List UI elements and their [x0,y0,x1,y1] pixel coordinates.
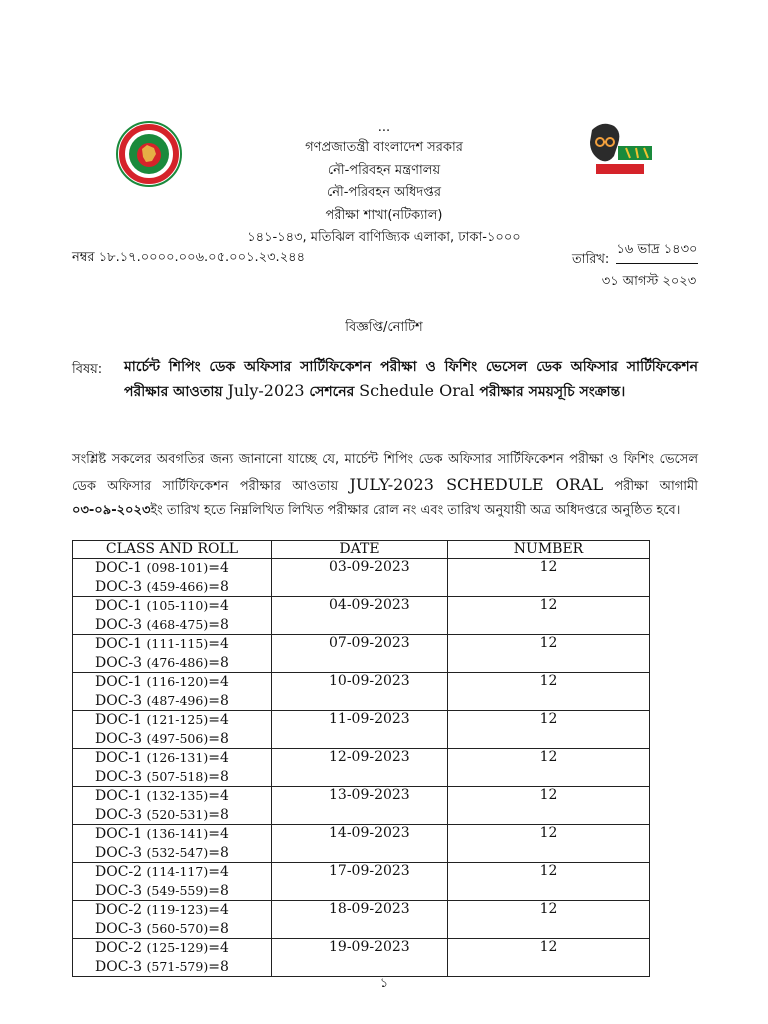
roll-line-1 [95,749,271,768]
roll-line-1 [95,901,271,920]
header-line-address: ১৪১-১৪৩, মতিঝিল বাণিজ্যিক এলাকা, ঢাকা-১০০০ [247,230,521,245]
cell-date: 19-09-2023 [272,939,448,977]
roll-line-1 [95,825,271,844]
roll-class: DOC-3 [95,806,143,823]
table-row [73,559,650,597]
schedule-table [72,540,650,977]
cell-class-and-roll [73,635,272,673]
table-row [73,901,650,939]
cell-class-and-roll [73,901,272,939]
roll-class: DOC-3 [95,920,143,937]
roll-count: =8 [208,844,229,861]
roll-count: =8 [208,806,229,823]
header-line-section: পরীক্ষা শাখা(নটিক্যাল) [325,207,443,223]
roll-line-2 [95,806,271,825]
roll-range: (468-475) [146,616,209,632]
roll-class: DOC-1 [95,788,143,804]
roll-range: (126-131) [146,750,209,765]
header-line-ministry: নৌ-পরিবহন মন্ত্রণালয় [327,162,441,178]
cell-date: 04-09-2023 [272,597,448,635]
roll-class: DOC-2 [95,940,143,956]
roll-count: =4 [208,636,229,652]
roll-count: =4 [208,902,229,918]
roll-line-2 [95,654,271,673]
roll-count: =8 [208,692,229,709]
cell-date: 07-09-2023 [272,635,448,673]
roll-range: (549-559) [146,882,209,898]
cell-class-and-roll [73,711,272,749]
roll-range: (116-120) [146,674,209,689]
date-bangla: ১৬ ভাদ্র ১৪৩০ [616,240,698,264]
table-row [73,787,650,825]
roll-count: =4 [208,712,229,728]
roll-class: DOC-3 [95,616,143,633]
subject-text [124,355,698,404]
header-ellipsis: ... [377,120,391,135]
roll-range: (487-496) [146,692,209,708]
roll-range: (507-518) [146,768,209,784]
reference-number: নম্বর ১৮.১৭.০০০০.০০৬.০৫.০০১.২৩.২৪৪ [72,250,306,265]
roll-line-1 [95,559,271,578]
cell-class-and-roll [73,559,272,597]
cell-number: 12 [448,559,650,597]
date-gregorian: ৩১ আগস্ট ২০২৩ [601,274,697,289]
roll-range: (111-115) [146,636,209,651]
roll-class: DOC-3 [95,654,143,671]
roll-line-2 [95,882,271,901]
roll-count: =4 [208,864,229,880]
roll-count: =8 [208,578,229,595]
roll-line-2 [95,578,271,597]
roll-range: (121-125) [146,712,209,727]
roll-count: =8 [208,958,229,975]
subject-session: July-2023 [227,381,305,400]
roll-range: (114-117) [146,864,209,879]
table-row [73,749,650,787]
subject-label: বিষয়: [72,362,103,377]
header-line-directorate: নৌ-পরিবহন অধিদপ্তর [326,185,442,200]
cell-number: 12 [448,901,650,939]
cell-number: 12 [448,673,650,711]
roll-count: =4 [208,940,229,956]
cell-date: 12-09-2023 [272,749,448,787]
roll-class: DOC-3 [95,692,143,709]
roll-range: (119-123) [146,902,209,917]
roll-range: (125-129) [146,940,209,955]
subject-oral: Schedule Oral [359,381,475,400]
body-part-3: ইং তারিখ হতে নিম্নলিখিত লিখিত পরীক্ষার রোল নং এবং তারিখ অনুযায়ী অত্র অধিদপ্তরে অনুষ্ঠিত হবে। [150,503,681,518]
body-highlight: JULY-2023 SCHEDULE ORAL [349,474,604,494]
roll-count: =4 [208,598,229,614]
cell-number: 12 [448,939,650,977]
cell-date: 03-09-2023 [272,559,448,597]
roll-line-1 [95,711,271,730]
roll-range: (497-506) [146,730,209,746]
roll-line-2 [95,768,271,787]
table-header-row [73,541,650,559]
cell-number: 12 [448,711,650,749]
roll-count: =8 [208,768,229,785]
roll-line-2 [95,920,271,939]
date-label: তারিখ: [572,252,610,267]
cell-class-and-roll [73,939,272,977]
roll-range: (136-141) [146,826,209,841]
cell-class-and-roll [73,787,272,825]
roll-line-1 [95,673,271,692]
cell-number: 12 [448,749,650,787]
roll-count: =8 [208,616,229,633]
page-number: ১ [379,976,389,991]
roll-class: DOC-1 [95,674,143,690]
header-class-and-roll: CLASS AND ROLL [73,541,272,559]
header-date: DATE [272,541,448,559]
cell-date: 13-09-2023 [272,787,448,825]
roll-count: =4 [208,788,229,804]
roll-class: DOC-3 [95,768,143,785]
subject-part-3: পরীক্ষার সময়সূচি সংক্রান্ত। [474,384,626,400]
roll-class: DOC-1 [95,712,143,728]
table-row [73,939,650,977]
roll-range: (132-135) [146,788,209,803]
header-number: NUMBER [448,541,650,559]
roll-line-1 [95,597,271,616]
cell-date: 14-09-2023 [272,825,448,863]
roll-range: (459-466) [146,578,209,594]
cell-class-and-roll [73,825,272,863]
table-row [73,863,650,901]
cell-number: 12 [448,787,650,825]
table-row [73,597,650,635]
roll-class: DOC-2 [95,902,143,918]
roll-line-2 [95,692,271,711]
table-row [73,711,650,749]
roll-count: =4 [208,750,229,766]
header-line-government: গণপ্রজাতন্ত্রী বাংলাদেশ সরকার [305,140,463,155]
roll-count: =8 [208,730,229,747]
roll-line-2 [95,616,271,635]
notice-title: বিজ্ঞপ্তি/নোটিশ [345,320,423,335]
cell-date: 18-09-2023 [272,901,448,939]
body-part-1: সংশ্লিষ্ট সকলের অবগতির জন্য জানানো যাচ্ছে যে, মার্চেন্ট শিপিং ডেক অফিসার সার্টিফিকেশন পরীক্ষা ও ফিশিং ভেসেল ডেক অফিসার সার্টিফিকেশন পরীক্ষার আওতায় [72,452,698,494]
roll-range: (476-486) [146,654,209,670]
roll-line-2 [95,730,271,749]
roll-range: (105-110) [146,598,209,613]
roll-count: =8 [208,654,229,671]
roll-class: DOC-3 [95,882,143,899]
cell-number: 12 [448,863,650,901]
roll-range: (571-579) [146,958,209,974]
office-header [0,137,768,250]
table-row [73,825,650,863]
cell-number: 12 [448,635,650,673]
cell-class-and-roll [73,749,272,787]
roll-count: =8 [208,920,229,937]
cell-number: 12 [448,597,650,635]
cell-date: 11-09-2023 [272,711,448,749]
subject-part-2: সেশনের [304,384,360,400]
cell-date: 10-09-2023 [272,673,448,711]
roll-class: DOC-1 [95,560,143,576]
roll-class: DOC-3 [95,844,143,861]
roll-class: DOC-1 [95,826,143,842]
table-row [73,673,650,711]
subject-part-1: মার্চেন্ট শিপিং ডেক অফিসার সার্টিফিকেশন পরীক্ষা ও ফিশিং ভেসেল ডেক অফিসার সার্টিফিকেশন পরীক্ষার আওতায় [124,359,698,400]
body-part-2: পরীক্ষা আগামী [603,478,698,494]
body-start-date: ০৩-০৯-২০২৩ [72,503,151,518]
cell-class-and-roll [73,673,272,711]
cell-class-and-roll [73,597,272,635]
cell-date: 17-09-2023 [272,863,448,901]
roll-line-2 [95,844,271,863]
cell-class-and-roll [73,863,272,901]
roll-class: DOC-1 [95,598,143,614]
table-row [73,635,650,673]
roll-line-1 [95,863,271,882]
roll-class: DOC-2 [95,864,143,880]
roll-class: DOC-1 [95,636,143,652]
body-paragraph [72,448,698,524]
roll-count: =8 [208,882,229,899]
roll-range: (520-531) [146,806,209,822]
roll-range: (560-570) [146,920,209,936]
roll-class: DOC-3 [95,958,143,975]
cell-number: 12 [448,825,650,863]
roll-line-1 [95,939,271,958]
roll-count: =4 [208,560,229,576]
roll-class: DOC-1 [95,750,143,766]
roll-class: DOC-3 [95,578,143,595]
roll-count: =4 [208,674,229,690]
roll-line-1 [95,635,271,654]
roll-count: =4 [208,826,229,842]
roll-class: DOC-3 [95,730,143,747]
roll-range: (098-101) [146,560,209,575]
roll-line-1 [95,787,271,806]
schedule-table-body [73,559,650,977]
roll-range: (532-547) [146,844,209,860]
